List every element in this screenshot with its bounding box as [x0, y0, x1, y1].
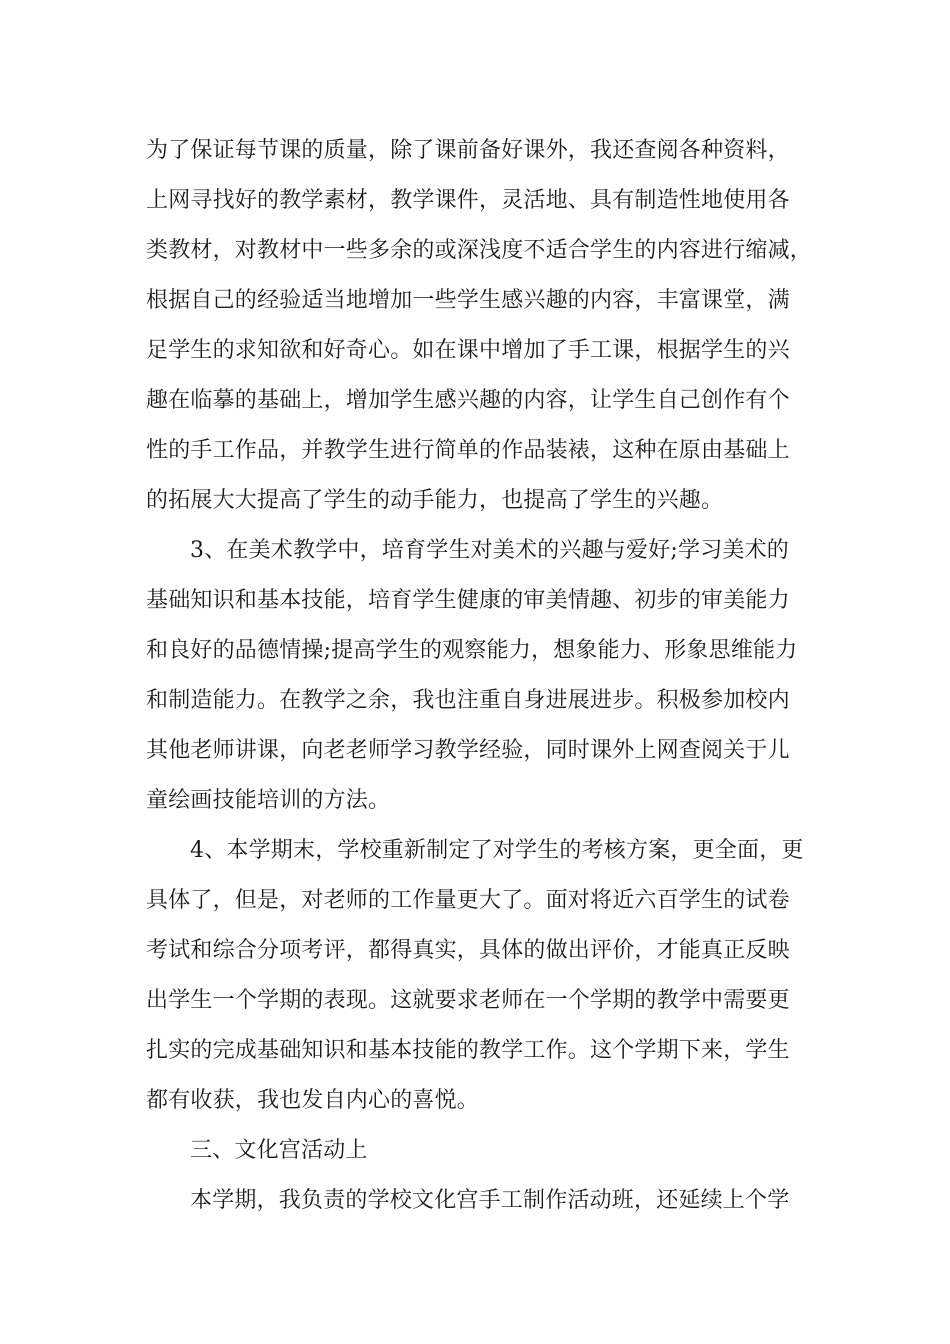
text-line: 和良好的品德情操;提高学生的观察能力，想象能力、形象思维能力 [146, 638, 798, 663]
text-line: 类教材，对教材中一些多余的或深浅度不适合学生的内容进行缩减， [146, 238, 813, 263]
text-line: 出学生一个学期的表现。这就要求老师在一个学期的教学中需要更 [146, 988, 790, 1013]
text-line: 基础知识和基本技能，培育学生健康的审美情趣、初步的审美能力 [146, 588, 790, 613]
text-line: 其他老师讲课，向老老师学习教学经验，同时课外上网查阅关于儿 [146, 738, 790, 763]
text-line: 的拓展大大提高了学生的动手能力，也提高了学生的兴趣。 [146, 488, 724, 513]
text-line: 为了保证每节课的质量，除了课前备好课外，我还查阅各种资料， [146, 138, 790, 163]
text-line: 扎实的完成基础知识和基本技能的教学工作。这个学期下来，学生 [146, 1038, 790, 1063]
paragraph-start-line: 3、在美术教学中，培育学生对美术的兴趣与爱好;学习美术的 [190, 538, 790, 563]
text-line: 趣在临摹的基础上，增加学生感兴趣的内容，让学生自己创作有个 [146, 388, 790, 413]
section-heading: 三、文化宫活动上 [190, 1138, 368, 1163]
paragraph-start-line: 本学期，我负责的学校文化宫手工制作活动班，还延续上个学 [190, 1188, 790, 1213]
text-line: 性的手工作品，并教学生进行简单的作品装裱，这种在原由基础上 [146, 438, 790, 463]
paragraph-start-line: 4、本学期末，学校重新制定了对学生的考核方案，更全面，更 [190, 838, 804, 863]
text-line: 考试和综合分项考评，都得真实，具体的做出评价，才能真正反映 [146, 938, 790, 963]
text-line: 足学生的求知欲和好奇心。如在课中增加了手工课，根据学生的兴 [146, 338, 790, 363]
text-line: 上网寻找好的教学素材，教学课件，灵活地、具有制造性地使用各 [146, 188, 790, 213]
text-line: 童绘画技能培训的方法。 [146, 788, 391, 813]
text-line: 具体了，但是，对老师的工作量更大了。面对将近六百学生的试卷 [146, 888, 790, 913]
text-line: 和制造能力。在教学之余，我也注重自身进展进步。积极参加校内 [146, 688, 790, 713]
text-line: 都有收获，我也发自内心的喜悦。 [146, 1088, 480, 1113]
text-line: 根据自己的经验适当地增加一些学生感兴趣的内容，丰富课堂，满 [146, 288, 790, 313]
